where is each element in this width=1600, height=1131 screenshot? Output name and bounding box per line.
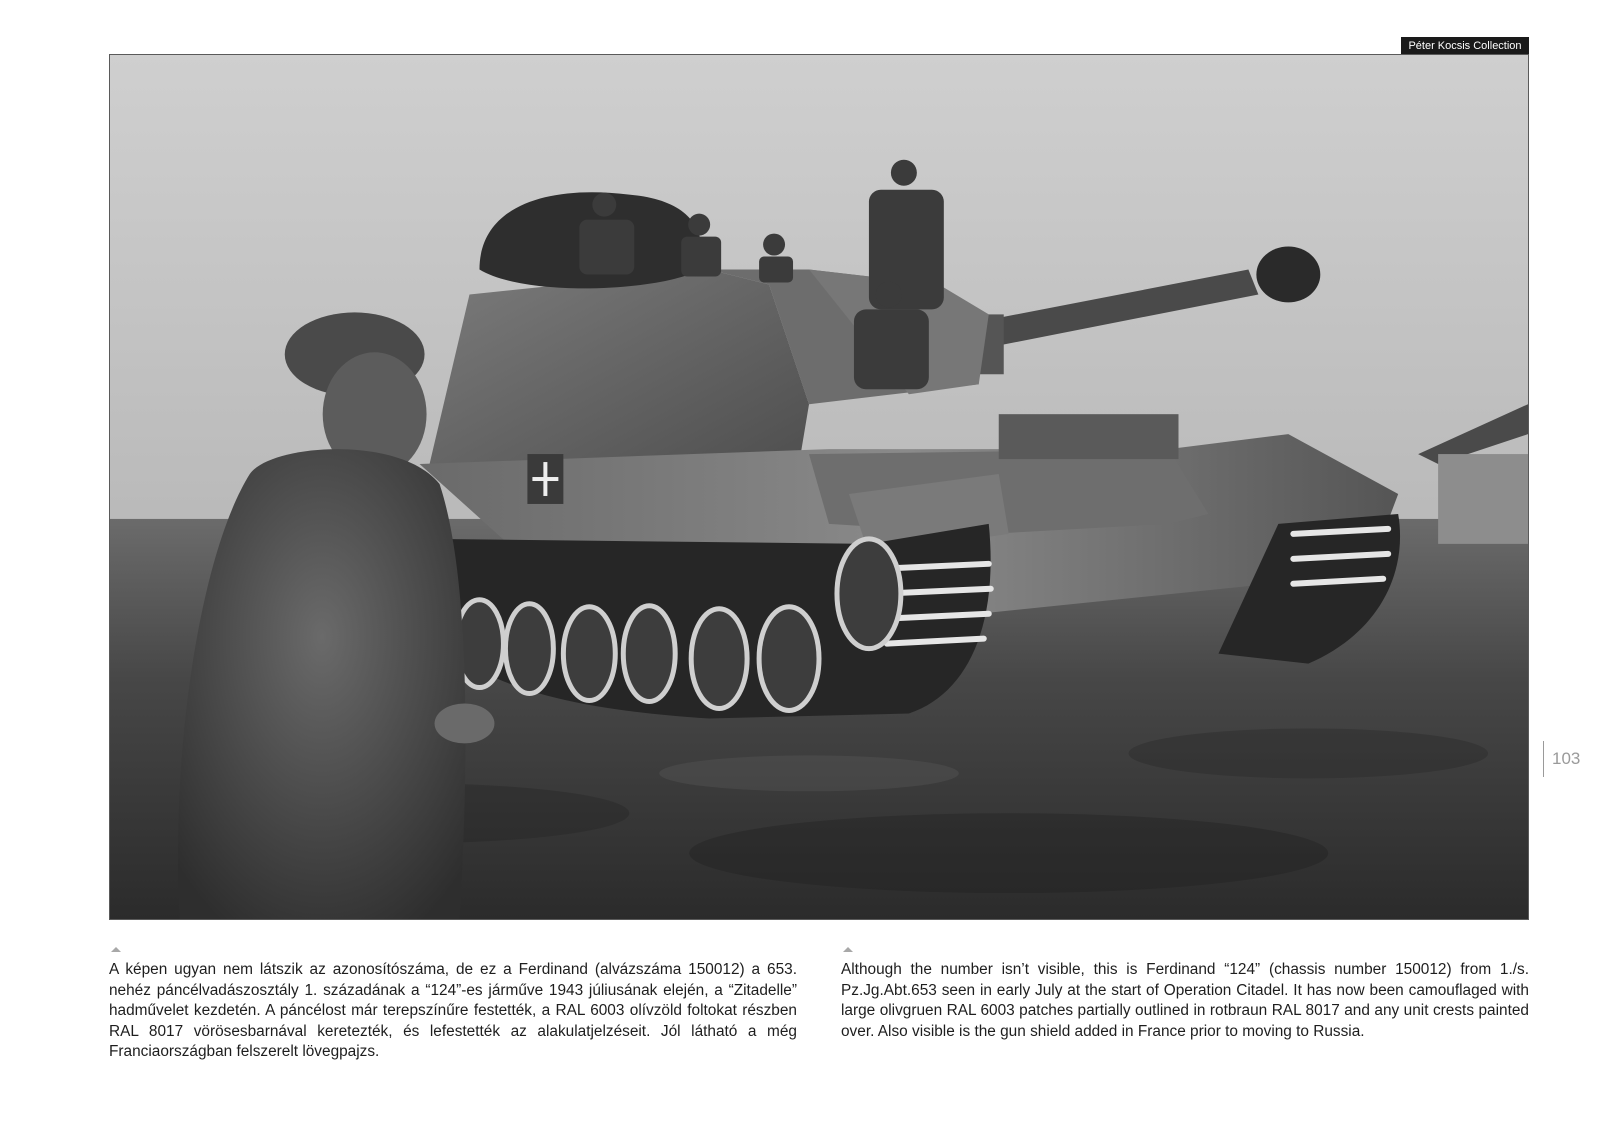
tank-photo-illustration <box>110 55 1528 919</box>
photo-credit: Péter Kocsis Collection <box>1401 37 1529 55</box>
caption-marker-hungarian <box>111 947 121 952</box>
hull-cross-marking <box>527 454 563 504</box>
caption-marker-english <box>843 947 853 952</box>
photo-ferdinand-tank-destroyer <box>109 54 1529 920</box>
caption-hungarian: A képen ugyan nem látszik az azonosítószáma, de ez a Ferdinand (alvázszáma 150012) a 653. nehéz páncélvadászosztály 1. századának a “124”-es járműve 1943 júliusának elején, a “Zitadelle” hadművelet kezdetén. A páncélost már terepszínűre festették, a RAL 6003 olívzöld foltokat részben RAL 8017 vörösesbarnával keretezték, és lefestették az alakulatjelzéseit. Jól látható a még Franciaországban felszerelt lövegpajzs. <box>109 961 797 1061</box>
caption-english: Although the number isn’t visible, this is Ferdinand “124” (chassis number 150012) from 1./s. Pz.Jg.Abt.653 seen in early July at the start of Operation Citadel. It has now been camouflaged with large olivgruen RAL 6003 patches partially outlined in rotbraun RAL 8017 and any unit crests painted over. Also visible is the gun shield added in France prior to moving to Russia. <box>841 961 1529 1040</box>
page-number: 103 <box>1543 741 1583 777</box>
